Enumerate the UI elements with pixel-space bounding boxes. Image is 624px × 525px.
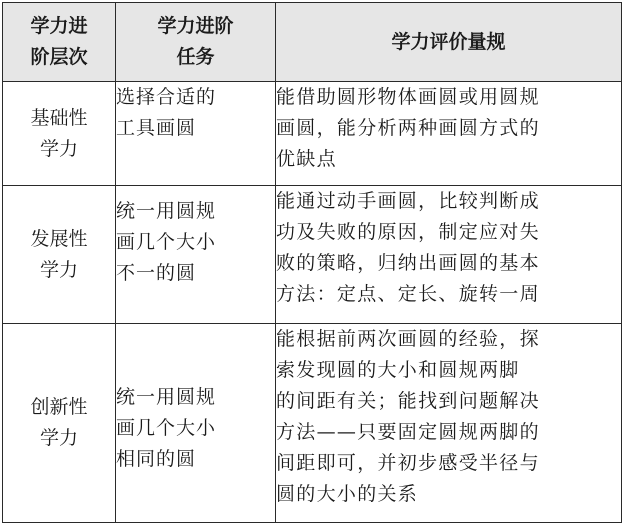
learning-progression-table [2, 2, 622, 523]
criteria-cell [276, 186, 622, 324]
level-cell [3, 186, 116, 324]
task-cell [116, 82, 276, 186]
cell-line: 功及失败的原因，制定应对失 [276, 221, 540, 243]
cell-line: 画几个大小 [116, 417, 217, 439]
header-criteria [276, 3, 622, 82]
cell-line: 的间距有关；能找到问题解决 [276, 390, 540, 412]
level-cell [3, 324, 116, 523]
cell-line: 统一用圆规 [116, 386, 217, 408]
cell-line: 学力 [39, 427, 78, 449]
cell-line: 工具画圆 [116, 117, 197, 139]
cell-line: 优缺点 [276, 148, 337, 170]
header-level [3, 3, 116, 82]
criteria-cell [276, 324, 622, 523]
task-cell [116, 186, 276, 324]
cell-line: 发展性 [30, 227, 88, 250]
cell-line: 不一的圆 [116, 262, 197, 284]
cell-line: 学力 [39, 258, 78, 281]
task-cell [116, 324, 276, 523]
cell-line: 方法：定点、定长、旋转一周 [276, 283, 540, 305]
cell-line: 能通过动手画圆，比较判断成 [276, 190, 540, 212]
cell-line: 学力 [39, 137, 78, 160]
header-line: 学力评价量规 [391, 30, 506, 53]
header-line: 学力进阶 [157, 15, 234, 37]
criteria-cell [276, 82, 622, 186]
cell-line: 间距即可，并初步感受半径与 [276, 452, 540, 474]
cell-line: 画几个大小 [116, 231, 217, 253]
table-row [3, 82, 622, 186]
table-row [3, 186, 622, 324]
table-row [3, 324, 622, 523]
header-line: 任务 [176, 46, 215, 68]
cell-line: 相同的圆 [116, 448, 197, 470]
cell-line: 画圆，能分析两种画圆方式的 [276, 117, 540, 139]
cell-line: 基础性 [30, 106, 88, 129]
cell-line: 败的策略，归纳出画圆的基本 [276, 252, 540, 274]
header-row [3, 3, 622, 82]
cell-line: 选择合适的 [116, 86, 217, 108]
cell-line: 索发现圆的大小和圆规两脚 [276, 359, 520, 381]
cell-line: 创新性 [30, 396, 88, 418]
cell-line: 圆的大小的关系 [276, 483, 419, 505]
header-line: 学力进 [30, 15, 88, 37]
cell-line: 能借助圆形物体画圆或用圆规 [276, 86, 540, 108]
cell-line: 统一用圆规 [116, 200, 217, 222]
header-task [116, 3, 276, 82]
cell-line: 能根据前两次画圆的经验，探 [276, 328, 540, 350]
level-cell [3, 82, 116, 186]
cell-line: 方法——只要固定圆规两脚的 [276, 421, 540, 443]
header-line: 阶层次 [30, 46, 88, 68]
